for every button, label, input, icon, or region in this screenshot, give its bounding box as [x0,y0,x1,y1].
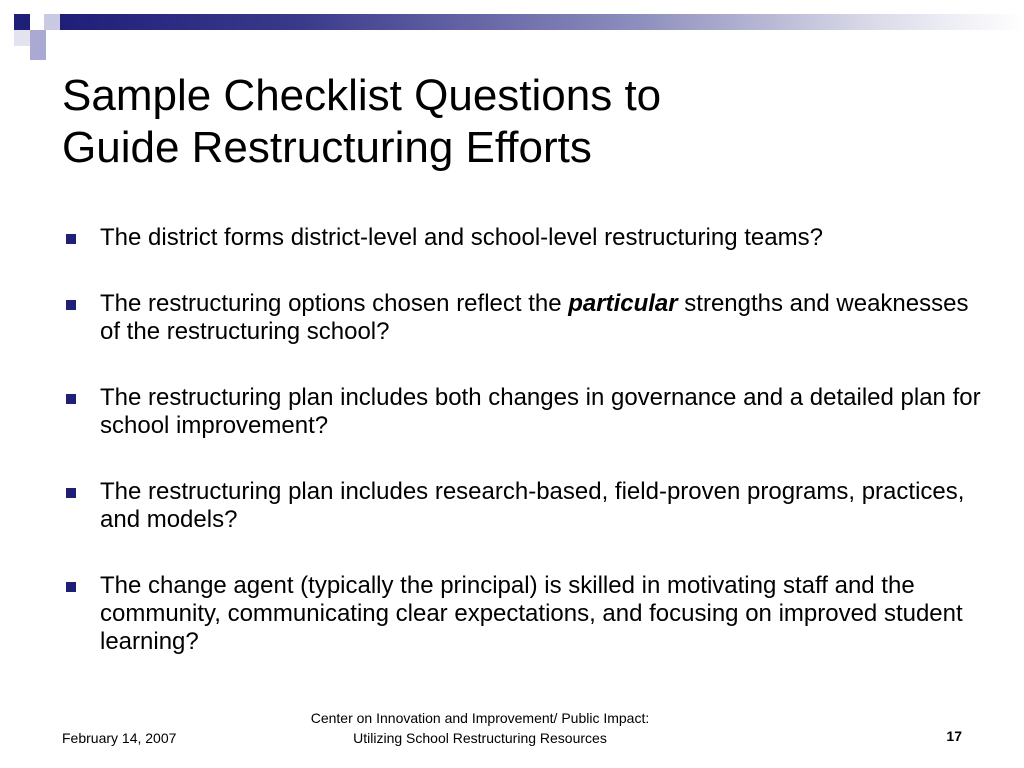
footer-date: February 14, 2007 [62,730,177,746]
bullet-list [62,224,982,694]
square-bullet-icon [66,234,76,244]
square-bullet-icon [66,394,76,404]
square-bullet-icon [66,488,76,498]
square-bullet-icon [66,582,76,592]
bullet-text: The restructuring plan includes both changes in governance and a detailed plan for school improvement? [100,384,981,439]
slide-title-line2: Guide Restructuring Efforts [62,123,592,172]
decorative-square [14,14,30,30]
decorative-square [44,14,60,30]
bullet-item [62,224,982,252]
bullet-item [62,384,982,440]
footer-source-line2: Utilizing School Restructuring Resources [353,730,607,746]
slide-title-line1: Sample Checklist Questions to [62,71,662,120]
bullet-text: The restructuring plan includes research-based, field-proven programs, practices, and models? [100,478,965,533]
footer-source [230,708,730,748]
bullet-item [62,572,982,656]
page-number: 17 [946,728,962,744]
decorative-square [14,30,30,46]
footer-source-line1: Center on Innovation and Improvement/ Public Impact: [310,710,650,726]
slide-title [62,70,982,174]
bullet-text: The district forms district-level and school-level restructuring teams? [100,224,823,251]
square-bullet-icon [66,300,76,310]
bullet-item [62,478,982,534]
header-gradient-bar [60,14,1024,30]
decorative-square [30,44,46,60]
bullet-emphasis: particular [568,290,678,317]
bullet-text: The change agent (typically the principal) is skilled in motivating staff and the community, communicating clear expectations, and focusing on improved student learning? [100,572,963,655]
bullet-text-before: The restructuring options chosen reflect the [100,290,569,317]
bullet-text-after: strengths and weaknesses of the restructuring school? [100,290,969,345]
bullet-item [62,290,982,346]
